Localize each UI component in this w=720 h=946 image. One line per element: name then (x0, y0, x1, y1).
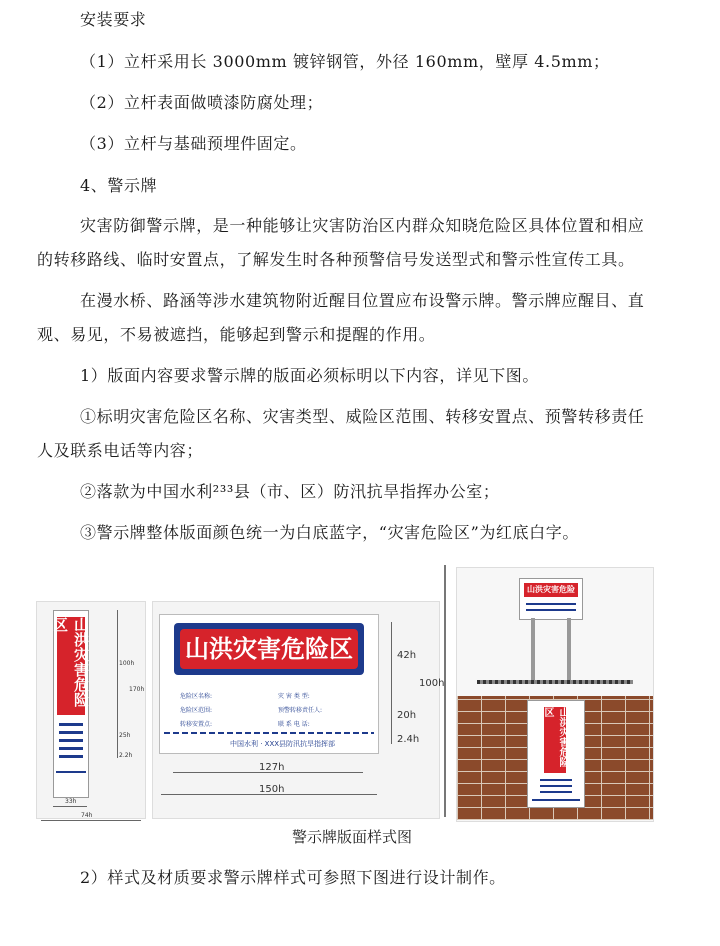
vertical-sign-title: 山洪灾害危险区 (57, 617, 85, 715)
dim-line (391, 622, 392, 744)
dim-170h: 170h (129, 686, 145, 693)
dim-line (41, 820, 141, 821)
ground-strip (477, 680, 633, 684)
field-line (59, 755, 83, 758)
elevated-sign (519, 578, 583, 620)
dim-33h: 33h (65, 798, 77, 805)
field-zone-range: 危险区范围: (180, 707, 213, 714)
field-warning-person: 预警转移责任人: (278, 707, 323, 714)
definition-line-2: 的转移路线、临时安置点，了解发生时各种预警信号发送型式和警示性宣传工具。 (37, 250, 635, 269)
horizontal-sign-board (159, 614, 379, 754)
dim-20h: 20h (397, 710, 417, 721)
dim-25h: 25h (119, 732, 131, 739)
field-line (59, 723, 83, 726)
definition-line-1: 灾害防御警示牌，是一种能够让灾害防治区内群众知晓危险区具体位置和相应 (80, 216, 645, 235)
dim-24h: 2.4h (397, 734, 420, 745)
field-line (540, 785, 572, 787)
field-relocation: 转移安置点: (180, 721, 213, 728)
content-requirement: 1）版面内容要求警示牌的版面必须标明以下内容，详见下图。 (80, 366, 539, 385)
install-title: 安装要求 (80, 10, 147, 29)
field-phone: 联 系 电 话: (278, 721, 310, 728)
footer-line (532, 799, 580, 801)
placement-line-2: 观、易见，不易被遮挡，能够起到警示和提醒的作用。 (37, 325, 436, 344)
requirement-3: （3）立杆与基础预埋件固定。 (80, 134, 307, 153)
field-line (526, 609, 576, 611)
wall-sign-title: 山洪灾害危险区 (544, 707, 566, 773)
dim-100h-h: 100h (419, 678, 445, 689)
vertical-sign-panel (36, 601, 146, 819)
item-3: ③警示牌整体版面颜色统一为白底蓝字，“灾害危险区”为红底白字。 (80, 523, 579, 542)
footer-dash (164, 732, 374, 734)
horizontal-sign-panel (152, 601, 445, 819)
field-line (540, 791, 572, 793)
pole-left (531, 618, 535, 680)
field-line (59, 731, 83, 734)
dim-42h: 42h (397, 650, 417, 661)
figure-caption: 警示牌版面样式图 (292, 828, 413, 846)
field-zone-name: 危险区名称: (180, 693, 213, 700)
dim-100h: 100h (119, 660, 135, 667)
dim-74h: 74h (81, 812, 93, 819)
dim-line (53, 806, 87, 807)
placement-line-1: 在漫水桥、路涵等涉水建筑物附近醒目位置应布设警示牌。警示牌应醒目、直 (80, 291, 645, 310)
field-disaster-type: 灾 害 类 型: (278, 693, 310, 700)
horizontal-sign-title: 山洪灾害危险区 (180, 629, 358, 669)
installation-panel (456, 567, 654, 822)
warning-sign-figure (36, 565, 652, 820)
field-line (526, 603, 576, 605)
section-heading-4: 4、警示牌 (80, 176, 158, 195)
figure-divider (444, 565, 446, 817)
item-1-line-2: 人及联系电话等内容； (37, 441, 204, 460)
style-requirement: 2）样式及材质要求警示牌样式可参照下图进行设计制作。 (80, 868, 506, 887)
field-line (59, 747, 83, 750)
field-line (59, 739, 83, 742)
footer-line (56, 771, 86, 773)
dim-127h: 127h (259, 762, 285, 773)
item-2: ②落款为中国水利²³³县（市、区）防汛抗旱指挥办公室； (80, 482, 500, 501)
requirement-1: （1）立杆采用长 3000mm 镀锌钢管，外径 160mm，壁厚 4.5mm； (80, 52, 610, 71)
field-line (540, 779, 572, 781)
pole-right (567, 618, 571, 680)
requirement-2: （2）立杆表面做喷漆防腐处理； (80, 93, 324, 112)
title-frame (174, 623, 364, 675)
vertical-sign-board (53, 610, 89, 798)
footer-org: 中国水利 · XXX县防汛抗旱指挥部 (230, 740, 336, 748)
item-1-line-1: ①标明灾害危险区名称、灾害类型、威险区范围、转移安置点、预警转移责任 (80, 407, 645, 426)
elevated-sign-title: 山洪灾害危险 (524, 583, 578, 597)
dim-22h: 2.2h (119, 752, 133, 759)
dim-line (117, 610, 118, 758)
dim-150h: 150h (259, 784, 285, 795)
wall-sign (527, 700, 585, 808)
